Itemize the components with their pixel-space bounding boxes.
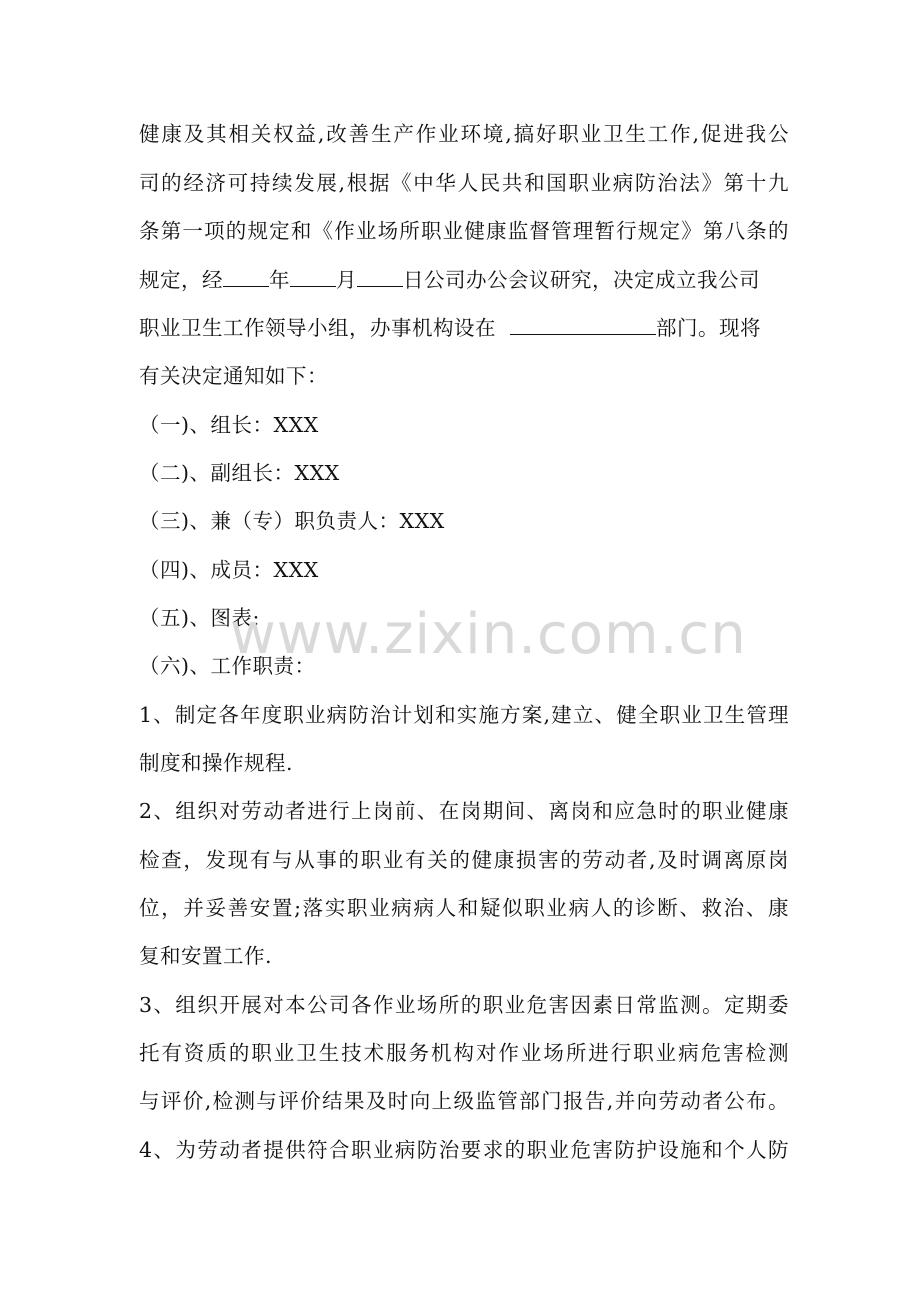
year-label: 年 (269, 268, 290, 292)
duty-line: 4、为劳动者提供符合职业病防治要求的职业危害防护设施和个人防 (139, 1138, 789, 1162)
year-blank (223, 264, 269, 287)
watermark-text: www.zixin.com.cn (230, 602, 747, 667)
list-item: （三)、兼（专）职负责人：XXX (139, 509, 445, 533)
paragraph-line: 司的经济可持续发展,根据《中华人民共和国职业病防治法》第十九 (139, 171, 789, 195)
dept-blank (510, 312, 656, 335)
month-label: 月 (336, 268, 357, 292)
duty-line: 托有资质的职业卫生技术服务机构对作业场所进行职业病危害检测 (139, 1041, 789, 1065)
list-item: （四)、成员：XXX (139, 558, 319, 582)
list-item: （六)、工作职责： (139, 654, 316, 678)
paragraph-line: 健康及其相关权益,改善生产作业环境,搞好职业卫生工作,促进我公 (139, 122, 789, 146)
duty-line: 复和安置工作. (139, 944, 273, 968)
date-suffix: 日公司办公会议研究，决定成立我公司 (403, 268, 760, 292)
list-item: （一)、组长：XXX (139, 413, 319, 437)
duty-line: 2、组织对劳动者进行上岗前、在岗期间、离岗和应急时的职业健康 (139, 799, 789, 823)
date-prefix: 规定，经 (139, 268, 223, 292)
duty-line: 制度和操作规程. (139, 751, 294, 775)
list-item: （五)、图表: (139, 606, 260, 630)
paragraph-line: 有关决定通知如下： (139, 364, 328, 388)
paragraph-line-date (139, 264, 789, 294)
duty-line: 与评价,检测与评价结果及时向上级监管部门报告,并向劳动者公布。 (139, 1089, 789, 1113)
dept-prefix: 职业卫生工作领导小组，办事机构设在 (139, 316, 496, 340)
duty-line: 位，并妥善安置;落实职业病病人和疑似职业病人的诊断、救治、康 (139, 896, 789, 920)
duty-line: 1、制定各年度职业病防治计划和实施方案,建立、健全职业卫生管理 (139, 703, 789, 727)
month-blank (290, 264, 336, 287)
paragraph-line-dept (139, 312, 789, 342)
duty-line: 检查，发现有与从事的职业有关的健康损害的劳动者,及时调离原岗 (139, 848, 789, 872)
duty-line: 3、组织开展对本公司各作业场所的职业危害因素日常监测。定期委 (139, 993, 789, 1017)
day-blank (357, 264, 403, 287)
list-item: （二)、副组长：XXX (139, 461, 340, 485)
paragraph-line: 条第一项的规定和《作业场所职业健康监督管理暂行规定》第八条的 (139, 219, 789, 243)
dept-suffix: 部门。现将 (656, 316, 761, 340)
